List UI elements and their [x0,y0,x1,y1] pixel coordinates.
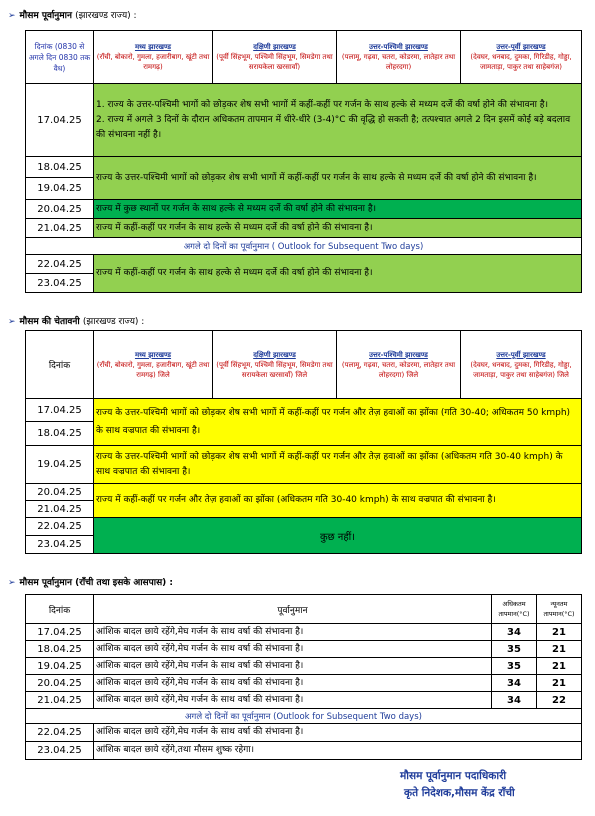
row-date: 20.04.25 [26,675,94,692]
region-header-northwest: उत्तर-पश्चिमी झारखण्ड (पलामू, गढ़वा, चतरा, कोडरमा, लातेहार तथा लोहरदगा) [337,31,461,84]
row-date: 18.04.25 [26,157,94,178]
forecast-text: राज्य में कुछ स्थानों पर गर्जन के साथ हल्के से मध्यम दर्जे की वर्षा होने की संभावना है। [94,200,582,219]
forecast-text: आंशिक बादल छाये रहेंगे,तथा मौसम शुष्क रहेगा। [94,742,582,760]
forecast-text: आंशिक बादल छाये रहेंगे,मेघ गर्जन के साथ वर्षा की संभावना है। [94,724,582,742]
min-temp: 21 [537,624,582,641]
row-date: 17.04.25 [26,84,94,157]
table-row [26,641,582,658]
warning-text: राज्य में कहीं-कहीं पर गर्जन और तेज़ हवाओं का झोंका (अधिकतम गति 30-40 kmph) के साथ वज्रपात की संभावना है। [94,484,582,518]
date-header: दिनांक (0830 से अगले दिन 0830 तक वैध) [26,31,94,84]
outlook-row [26,709,582,724]
signature-line2: कृते निदेशक,मौसम केंद्र राँची [404,787,515,799]
signature-line1: मौसम पूर्वानुमान पदाधिकारी [400,770,507,782]
table-row [26,724,582,742]
section2-title: ➢ मौसम की चेतावनी (झारखण्ड राज्य) : [8,317,145,327]
row-date: 23.04.25 [26,742,94,760]
forecast-text: राज्य में कहीं-कहीं पर गर्जन के साथ हल्के से मध्यम दर्जे की वर्षा होने की संभावना है। [94,255,582,293]
table-row [26,399,582,422]
max-temp-header: अधिकतम तापमान(°C) [492,595,537,624]
forecast-table [25,30,582,293]
region-header-south: दक्षिणी झारखण्ड (पूर्वी सिंहभूम, पश्चिमी सिंहभूम, सिमडेगा तथा सरायकेला खरसावाँ) जिले [213,331,337,399]
row-date: 18.04.25 [26,641,94,658]
table-header-row [26,331,582,399]
region-header-central: मध्य झारखण्ड (राँची, बोकारो, गुमला, हजारीबाग, खूंटी तथा रामगढ़) जिले [94,331,213,399]
arrow-icon: ➢ [8,578,16,588]
table-row [26,200,582,219]
max-temp: 34 [492,624,537,641]
row-date: 21.04.25 [26,501,94,518]
table-row [26,658,582,675]
max-temp: 35 [492,658,537,675]
row-date: 19.04.25 [26,446,94,484]
row-date: 22.04.25 [26,724,94,742]
min-temp: 22 [537,692,582,709]
row-date: 20.04.25 [26,484,94,501]
forecast-text: राज्य के उत्तर-पश्चिमी भागों को छोड़कर शेष सभी भागों में कहीं-कहीं पर गर्जन के साथ हल्के से मध्यम दर्जे की वर्षा होने की संभावना है। [94,157,582,200]
table-row [26,219,582,238]
forecast-text: आंशिक बादल छाये रहेंगे,मेघ गर्जन के साथ वर्षा की संभावना है। [94,658,492,675]
table-row [26,84,582,157]
row-date: 17.04.25 [26,624,94,641]
region-header-south: दक्षिणी झारखण्ड (पूर्वी सिंहभूम, पश्चिमी सिंहभूम, सिमडेगा तथा सरायकेला खरसावाँ) [213,31,337,84]
forecast-text: आंशिक बादल छाये रहेंगे,मेघ गर्जन के साथ वर्षा की संभावना है। [94,641,492,658]
date-header: दिनांक [26,331,94,399]
row-date: 18.04.25 [26,422,94,446]
warning-text: राज्य के उत्तर-पश्चिमी भागों को छोड़कर शेष सभी भागों में कहीं-कहीं पर गर्जन और तेज़ हवाओं का झोंका (अधिकतम गति 30-40 kmph) के साथ वज्रपात की संभावना है। [94,446,582,484]
forecast-text: आंशिक बादल छाये रहेंगे,मेघ गर्जन के साथ वर्षा की संभावना है। [94,675,492,692]
row-date: 22.04.25 [26,518,94,536]
warning-text: राज्य के उत्तर-पश्चिमी भागों को छोड़कर शेष सभी भागों में कहीं-कहीं पर गर्जन और तेज़ हवाओं का झोंका (गति 30-40; अधिकतम 50 kmph) के साथ वज्रपात की संभावना है। [94,399,582,446]
region-header-central: मध्य झारखण्ड (राँची, बोकारो, गुमला, हजारीबाग, खूंटी तथा रामगढ़) [94,31,213,84]
table-row [26,484,582,501]
section1-title: ➢ मौसम पूर्वानुमान (झारखण्ड राज्य) : [8,11,137,21]
forecast-text: राज्य में कहीं-कहीं पर गर्जन के साथ हल्के से मध्यम दर्जे की वर्षा होने की संभावना है। [94,219,582,238]
row-date: 20.04.25 [26,200,94,219]
table-row [26,624,582,641]
table-row [26,446,582,484]
min-temp: 21 [537,641,582,658]
arrow-icon: ➢ [8,317,16,327]
forecast-header: पूर्वानुमान [94,595,492,624]
table-row [26,157,582,178]
row-date: 19.04.25 [26,178,94,200]
ranchi-forecast-table [25,594,582,760]
max-temp: 35 [492,641,537,658]
region-header-northeast: उत्तर-पूर्वी झारखण्ड (देवघर, धनबाद, दुमका, गिरिडीह, गोड्डा, जामताड़ा, पाकुर तथा साहेबगंज) जिले [461,331,582,399]
max-temp: 34 [492,675,537,692]
section3-title: ➢ मौसम पूर्वानुमान (राँची तथा इसके आसपास) : [8,578,173,588]
row-date: 21.04.25 [26,219,94,238]
region-header-northeast: उत्तर-पूर्वी झारखण्ड (देवघर, धनबाद, दुमका, गिरिडीह, गोड्डा, जामताड़ा, पाकुर तथा साहेबगंज) [461,31,582,84]
table-row [26,255,582,274]
row-date: 21.04.25 [26,692,94,709]
table-header-row [26,595,582,624]
date-header: दिनांक [26,595,94,624]
signature-block [400,768,515,802]
arrow-icon: ➢ [8,11,16,21]
row-date: 17.04.25 [26,399,94,422]
forecast-text: 1. राज्य के उत्तर-पश्चिमी भागों को छोड़कर शेष सभी भागों में कहीं-कहीं पर गर्जन के साथ हल्के से मध्यम दर्जे की वर्षा होने की संभावना है। 2. राज्य में अगले 3 दिनों के दौरान अधिकतम तापमान में धीरे-धीरे (3-4)°C की वृद्धि हो सकती है; तत्पश्चात अगले 2 दिन इसमें कोई बड़े बदलाव की संभावना नहीं है। [94,84,582,157]
max-temp: 34 [492,692,537,709]
warning-text: कुछ नहीं। [94,518,582,554]
row-date: 22.04.25 [26,255,94,274]
outlook-heading: अगले दो दिनों का पूर्वानुमान ( Outlook for Subsequent Two days) [26,238,582,255]
forecast-text: आंशिक बादल छाये रहेंगे,मेघ गर्जन के साथ वर्षा की संभावना है। [94,692,492,709]
warning-table [25,330,582,554]
row-date: 23.04.25 [26,536,94,554]
row-date: 19.04.25 [26,658,94,675]
min-temp-header: न्यूनतम तापमान(°C) [537,595,582,624]
min-temp: 21 [537,675,582,692]
table-row [26,692,582,709]
table-row [26,518,582,536]
row-date: 23.04.25 [26,274,94,293]
outlook-row [26,238,582,255]
table-row [26,742,582,760]
forecast-text: आंशिक बादल छाये रहेंगे,मेघ गर्जन के साथ वर्षा की संभावना है। [94,624,492,641]
table-row [26,675,582,692]
region-header-northwest: उत्तर-पश्चिमी झारखण्ड (पलामू, गढ़वा, चतरा, कोडरमा, लातेहार तथा लोहरदगा) जिले [337,331,461,399]
outlook-heading: अगले दो दिनों का पूर्वानुमान (Outlook for Subsequent Two days) [26,709,582,724]
min-temp: 21 [537,658,582,675]
table-header-row [26,31,582,84]
